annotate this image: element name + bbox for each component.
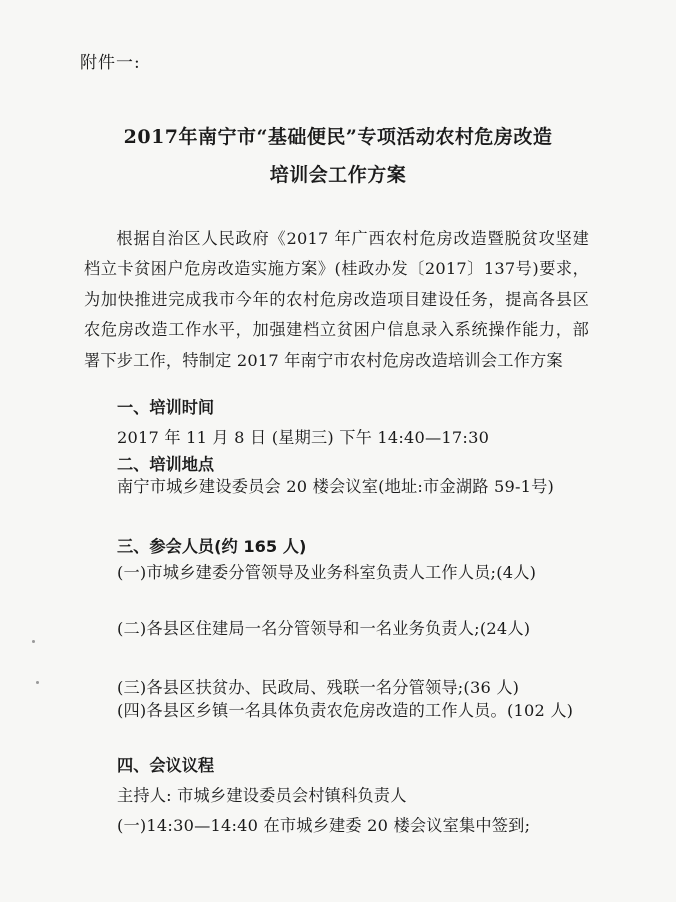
section-heading-attendees: 三、参会人员(约 165 人)	[117, 537, 307, 556]
attendee-item-2: (二)各县区住建局一名分管领导和一名业务负责人;(24人)	[117, 619, 531, 638]
document-title-line-1: 2017年南宁市“基础便民”专项活动农村危房改造	[123, 126, 553, 148]
section-heading-time: 一、培训时间	[117, 398, 215, 417]
section-heading-agenda: 四、会议议程	[117, 756, 215, 775]
attendee-item-4: (四)各县区乡镇一名具体负责农危房改造的工作人员。(102 人)	[117, 701, 574, 720]
section-heading-place: 二、培训地点	[117, 455, 215, 474]
agenda-item-1: (一)14:30—14:40 在市城乡建委 20 楼会议室集中签到;	[117, 816, 531, 835]
intro-paragraph: 根据自治区人民政府《2017 年广西农村危房改造暨脱贫攻坚建档立卡贫困户危房改造实施方案》(桂政办发〔2017〕137号)要求，为加快推进完成我市今年的农村危房改造项目建设任务，提高各县区农危房改造工作水平，加强建档立贫困户信息录入系统操作能力，部署下步工作，特制定 2017 年南宁市农村危房改造培训会工作方案	[84, 229, 589, 370]
document-title-line-2: 培训会工作方案	[269, 164, 407, 186]
scan-speck	[36, 681, 39, 684]
attendee-item-1: (一)市城乡建委分管领导及业务科室负责人工作人员;(4人)	[117, 563, 537, 582]
attendee-item-3: (三)各县区扶贫办、民政局、残联一名分管领导;(36 人)	[117, 678, 520, 697]
scan-speck	[32, 640, 35, 643]
training-place-text: 南宁市城乡建设委员会 20 楼会议室(地址:市金湖路 59-1号)	[117, 477, 555, 496]
attachment-label: 附件一:	[80, 53, 141, 73]
training-time-text: 2017 年 11 月 8 日 (星期三) 下午 14:40—17:30	[117, 428, 490, 447]
agenda-host-text: 主持人: 市城乡建设委员会村镇科负责人	[117, 786, 407, 805]
